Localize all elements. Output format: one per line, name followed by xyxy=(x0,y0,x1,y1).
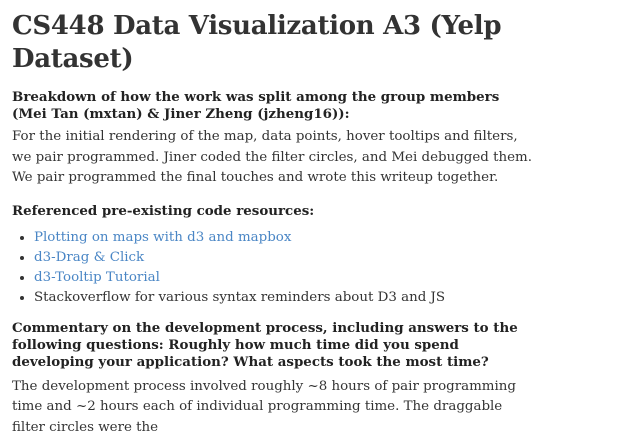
commentary-heading: Commentary on the development process, including answers to the following questions: Roughly how much time did you spend developing your application? What aspects took the most time? xyxy=(12,320,532,371)
reference-text-stackoverflow: Stackoverflow for various syntax reminders about D3 and JS xyxy=(34,290,445,305)
list-item xyxy=(34,268,532,288)
commentary-paragraph: The development process involved roughly ~8 hours of pair programming time and ~2 hours each of individual programming time. The draggable filter circles were the xyxy=(12,377,532,438)
reference-link-drag-click[interactable]: d3-Drag & Click xyxy=(34,250,144,265)
breakdown-heading: Breakdown of how the work was split among the group members (Mei Tan (mxtan) & Jiner Zheng (jzheng16)): xyxy=(12,89,532,123)
list-item xyxy=(34,288,532,308)
references-list xyxy=(12,228,532,308)
page-title: CS448 Data Visualization A3 (Yelp Dataset) xyxy=(12,10,532,76)
list-item xyxy=(34,248,532,268)
document-body xyxy=(12,10,532,438)
references-heading: Referenced pre-existing code resources: xyxy=(12,203,532,220)
list-item xyxy=(34,228,532,248)
breakdown-paragraph: For the initial rendering of the map, data points, hover tooltips and filters, we pair programmed. Jiner coded the filter circles, and Mei debugged them. We pair programmed the final touches and wrote this writeup together. xyxy=(12,127,532,189)
reference-link-tooltip[interactable]: d3-Tooltip Tutorial xyxy=(34,270,160,285)
reference-link-mapbox[interactable]: Plotting on maps with d3 and mapbox xyxy=(34,230,291,245)
